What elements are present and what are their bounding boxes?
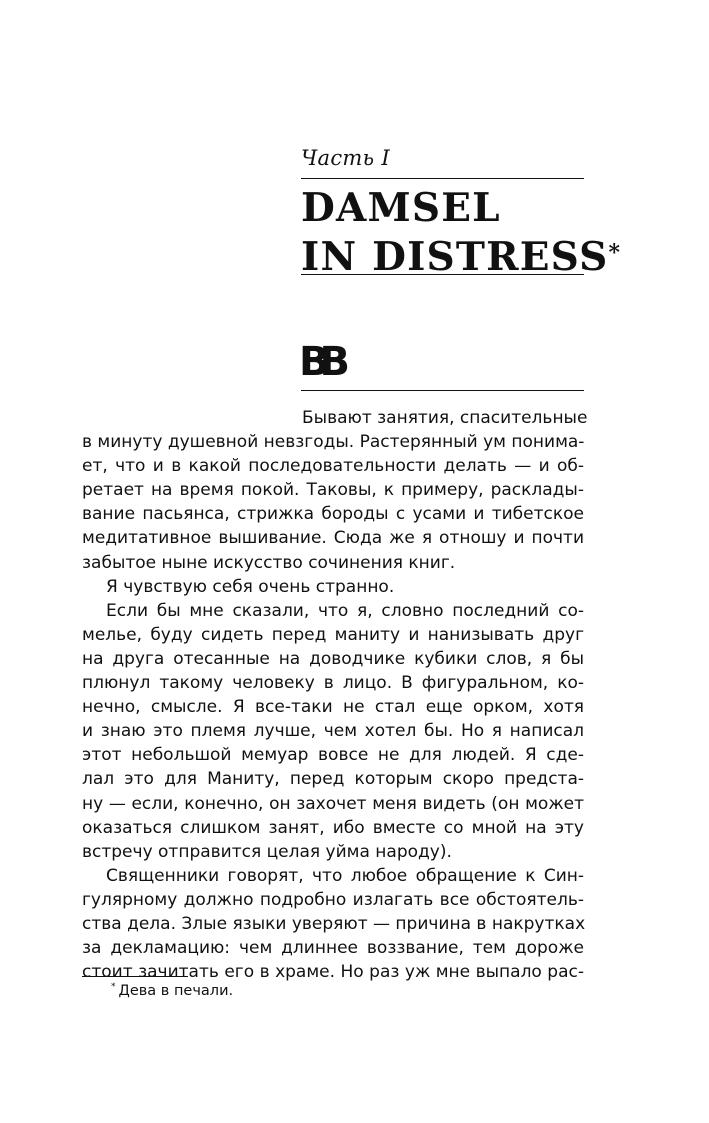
- text-line: за декламацию: чем длиннее воззвание, тем дороже: [82, 938, 584, 959]
- text-line: медитативное вышивание. Сюда же я отношу и почти: [82, 528, 584, 549]
- text-line: и знаю это племя лучше, чем хотел бы. Но я написал: [82, 721, 584, 742]
- heading-top-rule: [301, 178, 584, 179]
- footnote-marker: *: [111, 982, 116, 992]
- text-line: лал это для Маниту, перед которым скоро предста-: [82, 769, 584, 790]
- text-line: Я чувствую себя очень странно.: [106, 576, 395, 597]
- footnote-rule: [82, 976, 188, 977]
- drop-cap-ornament: ВВ: [299, 339, 340, 385]
- text-line: ет, что и в какой последовательности делать — и об-: [82, 456, 584, 477]
- text-line: ну — если, конечно, он захочет меня видеть (он может: [82, 793, 584, 814]
- text-line: вание пасьянса, стрижка бороды с усами и тибетское: [82, 504, 584, 525]
- text-line: Если бы мне сказали, что я, словно последний со-: [106, 600, 584, 621]
- footnote-text: Дева в печали.: [118, 983, 234, 999]
- text-line: мелье, буду сидеть перед маниту и нанизывать друг: [82, 624, 584, 645]
- text-line: встречу отправится целая уйма народу).: [82, 841, 452, 862]
- title-line-2-text: IN DISTRESS: [301, 234, 609, 280]
- body-text: [82, 406, 588, 984]
- chapter-title: [301, 184, 621, 282]
- text-line: на друга отесанные на доводчике кубики слов, я бы: [82, 648, 584, 669]
- text-line: гулярному должно подробно излагать все обстоятель-: [82, 889, 584, 910]
- footnote: [111, 983, 233, 999]
- text-line: этот небольшой мемуар вовсе не для людей. Я сде-: [82, 745, 584, 766]
- title-line-1: DAMSEL: [301, 185, 501, 231]
- text-line: стоит зачитать его в храме. Но раз уж мне выпало рас-: [82, 962, 584, 983]
- text-line: оказаться слишком занят, ибо вместе со мной на эту: [82, 817, 584, 838]
- part-label: Часть I: [301, 146, 390, 170]
- title-footnote-marker: *: [608, 240, 622, 266]
- text-line: Священники говорят, что любое обращение к Син-: [106, 865, 584, 886]
- text-line: забытое ныне искусство сочинения книг.: [82, 552, 456, 573]
- drop-cap-rule: [301, 390, 584, 391]
- text-line: нечно, смысле. Я все-таки не стал еще орком, хотя: [82, 697, 584, 718]
- text-line: Бывают занятия, спасительные: [302, 408, 588, 428]
- text-line: ретает на время покой. Таковы, к примеру, расклады-: [82, 480, 584, 501]
- text-line: плюнул такому человеку в лицо. В фигуральном, ко-: [82, 673, 584, 694]
- title-bottom-rule: [301, 274, 584, 275]
- text-line: ства дела. Злые языки уверяют — причина в накрутках: [82, 913, 586, 934]
- text-line: в минуту душевной невзгоды. Растерянный ум понима-: [82, 432, 585, 453]
